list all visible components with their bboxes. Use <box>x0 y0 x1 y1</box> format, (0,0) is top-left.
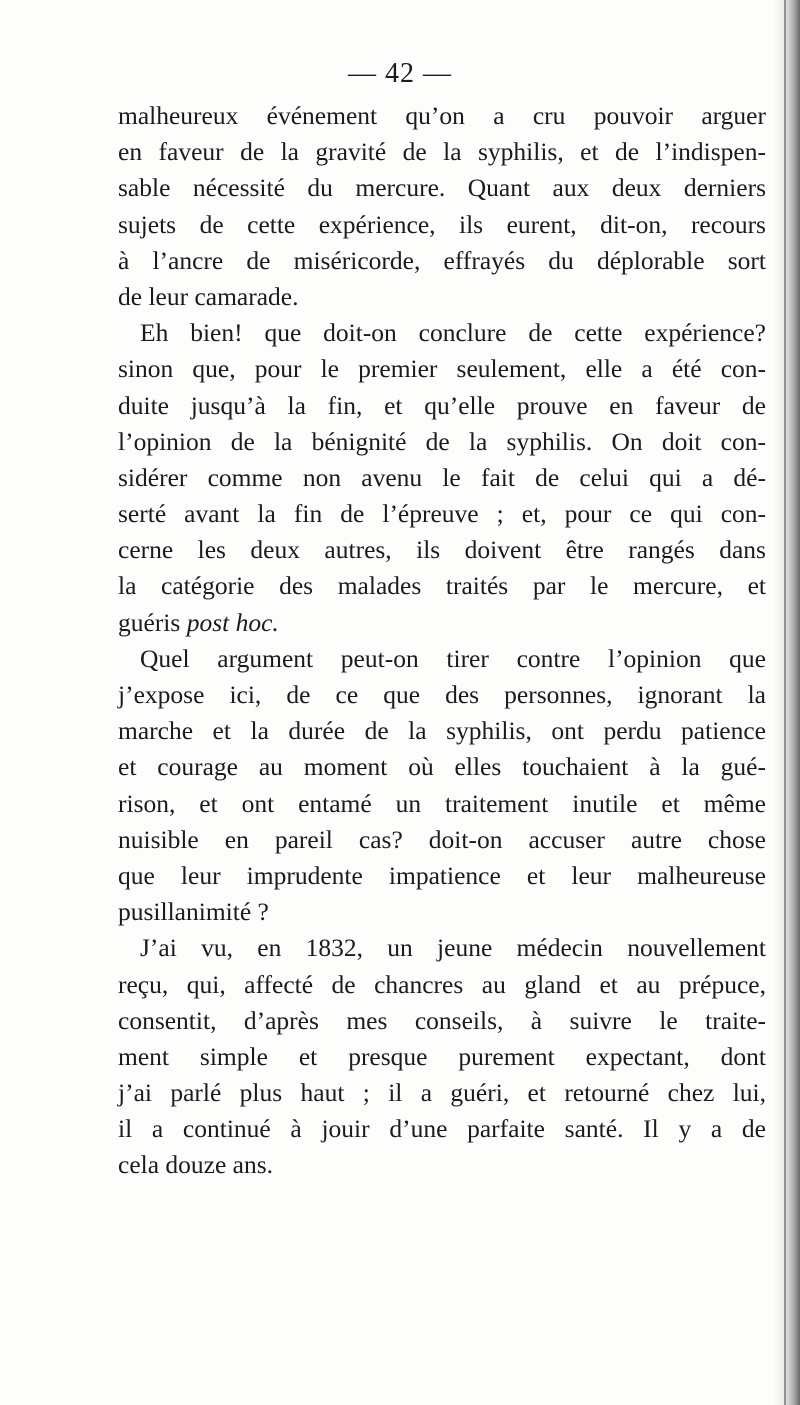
text-line: consentit, d’après mes conseils, à suivre le traite- <box>118 1005 766 1035</box>
text-line: serté avant la fin de l’épreuve ; et, pour ce qui con- <box>118 499 766 529</box>
text-line: sidérer comme non avenu le fait de celui qui a dé- <box>118 462 766 492</box>
text-line <box>118 605 766 641</box>
text-fragment: guéris <box>118 607 181 637</box>
text-line: nuisible en pareil cas? doit-on accuser autre chose <box>118 824 766 854</box>
text-line: malheureux événement qu’on a cru pouvoir arguer <box>118 101 766 130</box>
text-line: rison, et ont entamé un traitement inutile et même <box>118 788 766 818</box>
body-text <box>118 98 766 1184</box>
text-line: cerne les deux autres, ils doivent être rangés dans <box>118 535 766 565</box>
paragraph-start: Eh bien! que doit-on conclure de cette expérience? <box>140 318 766 348</box>
text-line: j’expose ici, de ce que des personnes, ignorant la <box>118 680 766 709</box>
text-line: que leur imprudente impatience et leur malheureuse <box>118 860 766 890</box>
text-line: la catégorie des malades traités par le mercure, et <box>118 571 766 601</box>
text-line: sable nécessité du mercure. Quant aux deux derniers <box>118 173 766 203</box>
text-line: duite jusqu’à la fin, et qu’elle prouve en faveur de <box>118 390 766 420</box>
text-line: en faveur de la gravité de la syphilis, et de l’indispen- <box>118 137 766 167</box>
text-line: cela douze ans. <box>118 1150 274 1180</box>
text-line: l’opinion de la bénignité de la syphilis. On doit con- <box>118 426 766 456</box>
text-line: il a continué à jouir d’une parfaite santé. Il y a de <box>118 1114 766 1144</box>
text-line: sujets de cette expérience, ils eurent, dit-on, recours <box>118 209 766 239</box>
text-line: à l’ancre de miséricorde, effrayés du déplorable sort <box>118 245 766 275</box>
text-line: de leur camarade. <box>118 281 299 311</box>
text-line: j’ai parlé plus haut ; il a guéri, et retourné chez lui, <box>118 1078 766 1108</box>
page-number: — 42 — <box>348 58 452 89</box>
paragraph-start: Quel argument peut-on tirer contre l’opinion que <box>140 643 766 673</box>
text-line: et courage au moment où elles touchaient à la gué- <box>118 752 766 782</box>
text-line: marche et la durée de la syphilis, ont perdu patience <box>118 716 766 746</box>
text-line: reçu, qui, affecté de chancres au gland et au prépuce, <box>118 969 766 999</box>
text-line: ment simple et presque purement expectant, dont <box>118 1041 766 1071</box>
page-edge-shadow <box>774 0 800 1405</box>
text-line: sinon que, pour le premier seulement, elle a été con- <box>118 354 766 384</box>
text-line: pusillanimité ? <box>118 897 269 927</box>
paragraph-start: J’ai vu, en 1832, un jeune médecin nouvellement <box>140 933 766 963</box>
page-edge-line <box>784 0 786 1405</box>
latin-phrase: post hoc. <box>186 607 279 637</box>
